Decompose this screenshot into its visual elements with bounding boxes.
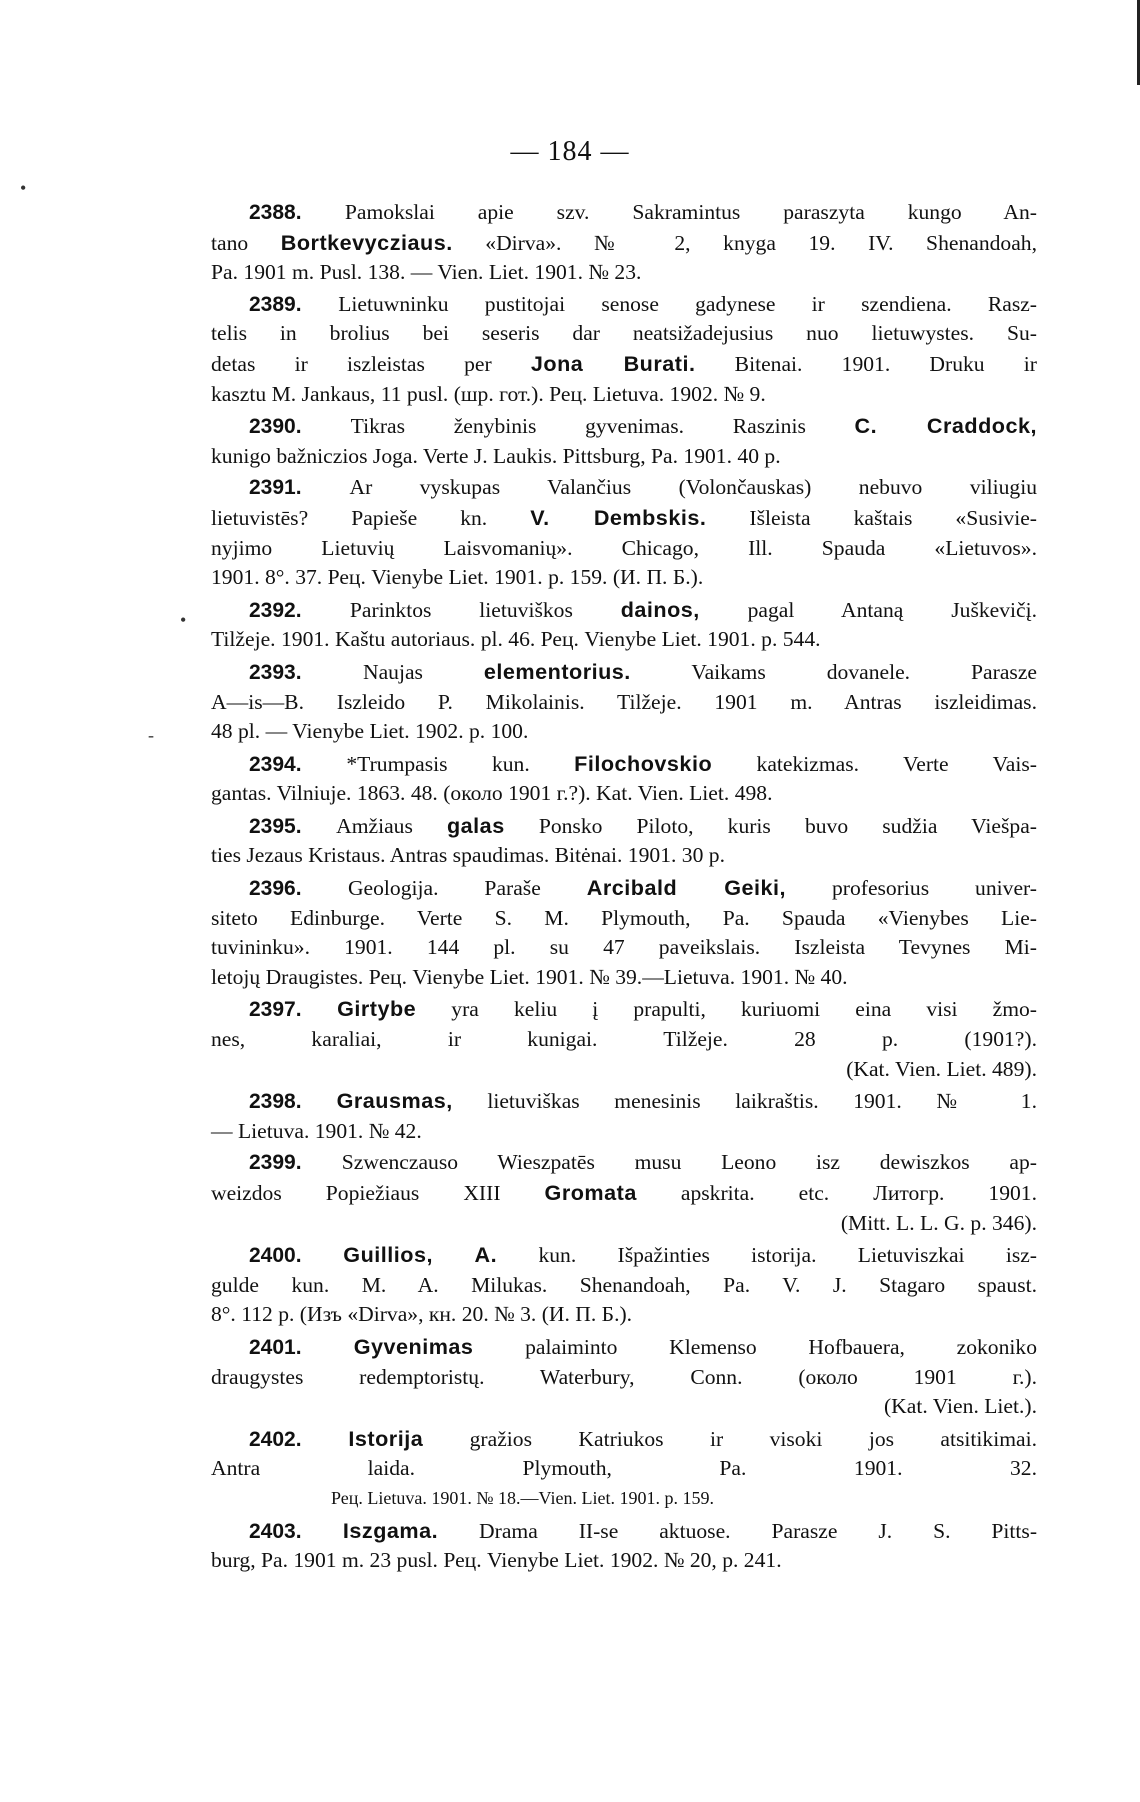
- margin-mark: •: [20, 178, 27, 198]
- entry-line: [211, 779, 1037, 809]
- entry-text: Išleista kaštais «Susivie-: [706, 505, 1037, 530]
- entry-source-ref: (Mitt. L. L. G. p. 346).: [840, 1210, 1037, 1235]
- bibliography-entry: [211, 473, 1037, 592]
- entry-number: 2390.: [249, 415, 351, 439]
- bibliography-entries: [211, 198, 1037, 1578]
- entry-text: ties Jezaus Kristaus. Antras spaudimas. Bitėnai. 1901. 30 p.: [211, 843, 725, 868]
- entry-line: [211, 657, 1037, 688]
- entry-title-bold: elementorius.: [483, 658, 631, 684]
- entry-line: [211, 688, 1037, 718]
- entry-line: [211, 563, 1037, 593]
- entry-number: 2403.: [249, 1519, 343, 1543]
- entry-line: [211, 1086, 1037, 1117]
- entry-line: [211, 1148, 1037, 1178]
- bibliography-entry: [211, 1086, 1037, 1146]
- entry-line: [211, 319, 1037, 349]
- bibliography-entry: [211, 994, 1037, 1084]
- entry-text: 8°. 112 p. (Изъ «Dirva», кн. 20. № 3. (И. П. Б.).: [211, 1302, 633, 1327]
- entry-line: [211, 411, 1037, 442]
- entry-number: 2388.: [249, 201, 345, 224]
- entry-text: Pamokslai apie szv. Sakramintus paraszyta kungo An-: [344, 200, 1037, 224]
- entry-number: 2402.: [249, 1427, 349, 1451]
- entry-number: 2389.: [249, 292, 339, 316]
- entry-number: 2399.: [249, 1151, 342, 1175]
- entry-line: [211, 1117, 1037, 1147]
- entry-text: profesorius univer-: [786, 876, 1037, 901]
- bibliography-entry: [211, 657, 1037, 747]
- entry-line: [211, 1424, 1037, 1455]
- entry-text: yra keliu į prapulti, kuriuomi eina visi žmo-: [416, 997, 1037, 1022]
- entry-text: gantas. Vilniuje. 1863. 48. (около 1901 г.?). Kat. Vien. Liet. 498.: [211, 781, 773, 806]
- entry-text: gražios Katriukos ir visoki jos atsitikimai.: [423, 1426, 1037, 1451]
- entry-line: [211, 258, 1037, 288]
- entry-line: [211, 749, 1037, 780]
- entry-text: lietuvistēs? Papieše kn.: [211, 505, 531, 530]
- entry-text: letojų Draugistes. Рец. Vienybe Liet. 1901. № 39.—Lietuva. 1901. № 40.: [211, 964, 848, 989]
- entry-title-bold: Girtybe: [337, 996, 417, 1022]
- entry-review-ref: Рец. Lietuva. 1901. № 18.—Vien. Liet. 1901. p. 159.: [331, 1487, 714, 1508]
- entry-text: nes, karaliai, ir kunigai. Tilžeje. 28 p. (1901?).: [211, 1027, 1037, 1052]
- entry-text: Antra laida. Plymouth, Pa. 1901. 32.: [211, 1456, 1037, 1481]
- entry-line: [211, 1363, 1037, 1393]
- margin-mark: •: [180, 610, 187, 630]
- entry-number: 2398.: [249, 1090, 337, 1114]
- entry-number: 2391.: [249, 476, 350, 500]
- entry-line: [211, 1025, 1037, 1055]
- entry-text: palaiminto Klemenso Hofbauera, zokoniko: [473, 1334, 1037, 1359]
- entry-line: [211, 1332, 1037, 1363]
- entry-line: [211, 963, 1037, 993]
- entry-line: [211, 811, 1037, 842]
- entry-text: kasztu M. Jankaus, 11 pusl. (шр. гот.). Рец. Lietuva. 1902. № 9.: [211, 381, 766, 406]
- entry-title-bold: Arcibald Geiki,: [586, 875, 787, 901]
- bibliography-entry: [211, 749, 1037, 809]
- entry-text: detas ir iszleistas per: [211, 351, 531, 376]
- entry-text: apskrita. etc. Литогр. 1901.: [636, 1181, 1038, 1205]
- entry-line: [211, 503, 1037, 534]
- entry-title-bold: Istorija: [348, 1425, 424, 1451]
- bibliography-entry: [211, 198, 1037, 288]
- entry-title-bold: C. Craddock,: [854, 413, 1037, 439]
- entry-line: [211, 534, 1037, 564]
- entry-text: burg, Pa. 1901 m. 23 pusl. Рец. Vienybe Liet. 1902. № 20, p. 241.: [211, 1548, 782, 1573]
- entry-text: Naujas: [362, 659, 484, 684]
- entry-title-bold: galas: [446, 812, 505, 838]
- entry-line: [211, 1546, 1037, 1576]
- entry-line: [211, 228, 1037, 259]
- entry-title-bold: Gyvenimas: [353, 1333, 474, 1359]
- bibliography-entry: [211, 811, 1037, 871]
- entry-text: Bitenai. 1901. Druku ir: [695, 351, 1037, 376]
- entry-line: [211, 1454, 1037, 1484]
- entry-number: 2392.: [249, 598, 350, 622]
- entry-text: Szwenczauso Wieszpatēs musu Leono isz dewiszkos ap-: [341, 1150, 1037, 1175]
- entry-text: Tilžeje. 1901. Kaštu autoriaus. pl. 46. Рец. Vienybe Liet. 1901. p. 544.: [211, 627, 821, 652]
- entry-title-bold: Jona Burati.: [530, 350, 696, 376]
- entry-number: 2396.: [249, 877, 348, 901]
- entry-text: A—is—B. Iszleido P. Mikolainis. Tilžeje. 1901 m. Antras iszleidimas.: [211, 689, 1037, 714]
- entry-line: [211, 198, 1037, 228]
- entry-number: 2395.: [249, 814, 337, 838]
- entry-line: [211, 717, 1037, 747]
- entry-text: pagal Antaną Juškevičį.: [699, 597, 1038, 622]
- bibliography-entry: [211, 290, 1037, 409]
- entry-number: 2397.: [249, 998, 338, 1022]
- entry-text: — Lietuva. 1901. № 42.: [211, 1118, 422, 1143]
- bibliography-entry: [211, 595, 1037, 655]
- bibliography-entry: [211, 1240, 1037, 1330]
- entry-line: [211, 873, 1037, 904]
- entry-text: kun. Išpažinties istorija. Lietuviszkai isz-: [497, 1243, 1037, 1268]
- entry-text: Ar vyskupas Valančius (Volončauskas) nebuvo viliugiu: [349, 475, 1038, 500]
- bibliography-entry: [211, 411, 1037, 471]
- entry-title-bold: Grausmas,: [336, 1088, 453, 1114]
- entry-text: Drama II-se aktuose. Parasze J. S. Pitts-: [438, 1518, 1038, 1543]
- entry-title-bold: V. Dembskis.: [530, 504, 707, 530]
- entry-text: 1901. 8°. 37. Рец. Vienybe Liet. 1901. p. 159. (И. П. Б.).: [211, 565, 704, 590]
- entry-text: Ponsko Piloto, kuris buvo sudžia Viešpa-: [504, 813, 1037, 838]
- entry-line: [211, 904, 1037, 934]
- entry-number: 2393.: [249, 660, 363, 684]
- entry-text: Vaikams dovanele. Parasze: [630, 659, 1037, 684]
- entry-text: Pa. 1901 m. Pusl. 138. — Vien. Liet. 1901. № 23.: [211, 260, 642, 285]
- entry-line: [211, 1178, 1037, 1209]
- entry-line: [211, 1300, 1037, 1330]
- entry-text: draugystes redemptoristų. Waterbury, Conn. (около 1901 г.).: [211, 1364, 1037, 1389]
- entry-line: [211, 1271, 1037, 1301]
- entry-source-ref: (Kat. Vien. Liet.).: [883, 1394, 1037, 1419]
- entry-text: nyjimo Lietuvių Laisvomanių». Chicago, Ill. Spauda «Lietuvos».: [211, 535, 1037, 560]
- entry-text: tuvininku». 1901. 144 pl. su 47 paveikslais. Iszleista Tevynes Mi-: [211, 935, 1037, 960]
- entry-number: 2401.: [249, 1335, 354, 1359]
- entry-title-bold: Iszgama.: [342, 1517, 439, 1543]
- entry-text: lietuviškas menesinis laikraštis. 1901. № 1.: [452, 1089, 1037, 1114]
- entry-text: «Dirva». № 2, knyga 19. IV. Shenandoah,: [452, 230, 1037, 255]
- entry-number: 2394.: [249, 752, 347, 776]
- entry-text: kunigo bažniczios Joga. Verte J. Laukis. Pittsburg, Pa. 1901. 40 p.: [211, 443, 781, 468]
- entry-line: [211, 349, 1037, 380]
- entry-title-bold: Filochovskio: [574, 750, 713, 776]
- entry-line: [211, 442, 1037, 472]
- entry-text: tano: [211, 230, 281, 255]
- entry-text: Geologija. Paraše: [347, 876, 587, 901]
- bibliography-entry: [211, 1424, 1037, 1514]
- entry-source-ref: (Kat. Vien. Liet. 489).: [846, 1056, 1037, 1081]
- entry-text: gulde kun. M. A. Milukas. Shenandoah, Pa. V. J. Stagaro spaust.: [211, 1272, 1037, 1297]
- entry-line: [211, 1516, 1037, 1547]
- page-number: — 184 —: [510, 136, 630, 167]
- bibliography-entry: [211, 1516, 1037, 1576]
- entry-line: [211, 933, 1037, 963]
- entry-text: Lietuwninku pustitojai senose gadynese ir szendiena. Rasz-: [338, 291, 1037, 316]
- entry-line: [211, 595, 1037, 626]
- entry-text: siteto Edinburge. Verte S. M. Plymouth, Pa. Spauda «Vienybes Lie-: [211, 905, 1037, 930]
- entry-text: weizdos Popiežiaus XIII: [211, 1181, 545, 1205]
- entry-title-bold: Bortkevycziaus.: [280, 229, 453, 255]
- entry-line: [211, 380, 1037, 410]
- entry-text: telis in brolius bei seseris dar neatsižadejusius nuo lietuwystes. Su-: [211, 321, 1037, 346]
- bibliography-entry: [211, 1148, 1037, 1238]
- entry-title-bold: Guillios, A.: [343, 1242, 498, 1268]
- entry-line: [211, 1240, 1037, 1271]
- entry-text: 48 pl. — Vienybe Liet. 1902. p. 100.: [211, 719, 529, 744]
- entry-text: Parinktos lietuviškos: [349, 597, 621, 622]
- entry-text: katekizmas. Verte Vais-: [712, 751, 1037, 776]
- entry-text: *Trumpasis kun.: [346, 751, 575, 776]
- entry-number: 2400.: [249, 1244, 344, 1268]
- entry-title-bold: Gromata: [544, 1180, 637, 1205]
- entry-line: [211, 473, 1037, 503]
- margin-mark: -: [148, 725, 154, 745]
- bibliography-entry: [211, 873, 1037, 992]
- bibliography-entry: [211, 1332, 1037, 1422]
- entry-line: [211, 841, 1037, 871]
- entry-text: Tikras ženybinis gyvenimas. Raszinis: [350, 414, 855, 439]
- entry-title-bold: dainos,: [620, 596, 700, 622]
- entry-text: Amžiaus: [336, 813, 447, 838]
- entry-line: [211, 625, 1037, 655]
- entry-line: [211, 994, 1037, 1025]
- entry-line: [211, 290, 1037, 320]
